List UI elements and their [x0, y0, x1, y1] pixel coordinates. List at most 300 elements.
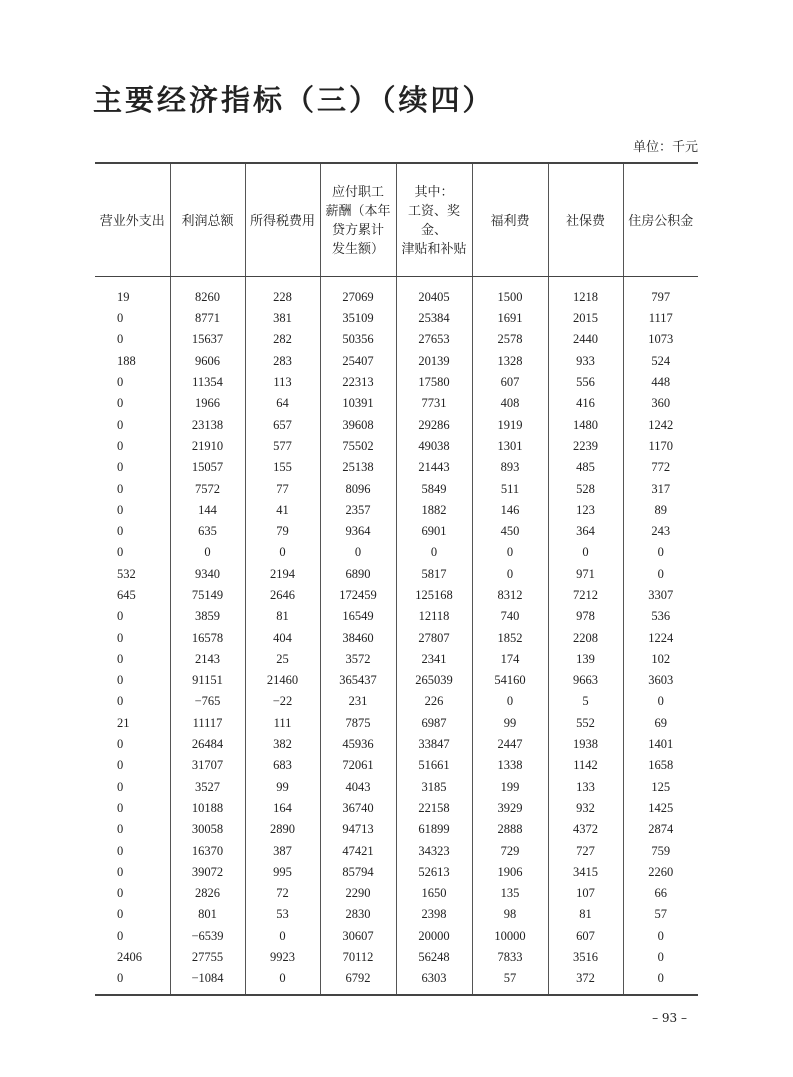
table-cell: 89 [623, 500, 698, 521]
table-cell: 0 [472, 542, 548, 563]
table-row [95, 713, 698, 734]
table-cell: 6792 [320, 968, 396, 994]
table-cell: 657 [245, 414, 320, 435]
column-header: 利润总额 [170, 163, 245, 277]
table-cell: 27807 [396, 627, 472, 648]
table-cell: 79 [245, 521, 320, 542]
table-cell: 8771 [170, 308, 245, 329]
table-cell: 41 [245, 500, 320, 521]
table-cell: 3603 [623, 670, 698, 691]
table-cell: 30607 [320, 926, 396, 947]
table-cell: 759 [623, 840, 698, 861]
table-cell: 729 [472, 840, 548, 861]
table-cell: 64 [245, 393, 320, 414]
table-cell: 2646 [245, 585, 320, 606]
table-cell: 0 [623, 564, 698, 585]
table-cell: 3527 [170, 777, 245, 798]
table-cell: 2830 [320, 904, 396, 925]
table-cell: 0 [117, 673, 124, 688]
table-row [95, 521, 698, 542]
table-cell: 0 [117, 417, 124, 432]
table-cell: 0 [117, 694, 124, 709]
table-cell: 20405 [396, 277, 472, 309]
table-cell: 139 [548, 649, 623, 670]
table-cell: 164 [245, 798, 320, 819]
table-cell: 45936 [320, 734, 396, 755]
table-cell: 16549 [320, 606, 396, 627]
table-cell: 2578 [472, 329, 548, 350]
table-cell: 125168 [396, 585, 472, 606]
table-cell: 2194 [245, 564, 320, 585]
table-cell: 2208 [548, 627, 623, 648]
table-row [95, 627, 698, 648]
table-cell: 172459 [320, 585, 396, 606]
table-cell: 1242 [623, 414, 698, 435]
table-cell: 0 [117, 438, 124, 453]
table-cell: 113 [245, 372, 320, 393]
indicators-table [95, 162, 698, 996]
column-header: 住房公积金 [623, 163, 698, 277]
table-cell: 133 [548, 777, 623, 798]
table-cell: 22313 [320, 372, 396, 393]
column-header: 福利费 [472, 163, 548, 277]
table-cell: 9663 [548, 670, 623, 691]
table-cell: 0 [623, 947, 698, 968]
table-cell: 27653 [396, 329, 472, 350]
column-header: 社保费 [548, 163, 623, 277]
table-cell: 21 [117, 715, 130, 730]
table-row [95, 968, 698, 994]
table-cell: 0 [117, 928, 124, 943]
table-cell: 35109 [320, 308, 396, 329]
table-cell: 53 [245, 904, 320, 925]
table-cell: 144 [170, 500, 245, 521]
table-row [95, 904, 698, 925]
table-row [95, 542, 698, 563]
table-cell: 7572 [170, 478, 245, 499]
table-cell: 2357 [320, 500, 396, 521]
table-cell: 54160 [472, 670, 548, 691]
table-cell: 2143 [170, 649, 245, 670]
table-cell: 1938 [548, 734, 623, 755]
table-cell: 91151 [170, 670, 245, 691]
table-cell: 524 [623, 351, 698, 372]
table-cell: 49038 [396, 436, 472, 457]
table-cell: 0 [245, 542, 320, 563]
table-cell: −765 [170, 691, 245, 712]
table-cell: 51661 [396, 755, 472, 776]
table-row [95, 883, 698, 904]
table-cell: 72 [245, 883, 320, 904]
table-cell: 99 [245, 777, 320, 798]
table-cell: 81 [548, 904, 623, 925]
table-cell: 978 [548, 606, 623, 627]
table-cell: 485 [548, 457, 623, 478]
table-cell: 893 [472, 457, 548, 478]
table-cell: 57 [472, 968, 548, 994]
table-cell: 0 [623, 968, 698, 994]
table-cell: 23138 [170, 414, 245, 435]
table-cell: 39608 [320, 414, 396, 435]
table-cell: 0 [117, 907, 124, 922]
table-cell: 532 [117, 566, 136, 581]
table-cell: 226 [396, 691, 472, 712]
table-cell: −22 [245, 691, 320, 712]
table-cell: 2826 [170, 883, 245, 904]
table-row [95, 436, 698, 457]
table-cell: 3415 [548, 862, 623, 883]
column-header: 应付职工 薪酬（本年 贷方累计 发生额） [320, 163, 396, 277]
table-cell: 364 [548, 521, 623, 542]
table-cell: 1425 [623, 798, 698, 819]
table-cell: 0 [117, 843, 124, 858]
table-cell: 111 [245, 713, 320, 734]
table-cell: 577 [245, 436, 320, 457]
table-cell: 0 [117, 481, 124, 496]
table-cell: 0 [396, 542, 472, 563]
table-cell: 360 [623, 393, 698, 414]
table-cell: 0 [170, 542, 245, 563]
table-cell: 0 [117, 651, 124, 666]
table-cell: 26484 [170, 734, 245, 755]
table-row [95, 755, 698, 776]
table-cell: 228 [245, 277, 320, 309]
table-cell: 102 [623, 649, 698, 670]
table-cell: 3572 [320, 649, 396, 670]
table-cell: 22158 [396, 798, 472, 819]
table-cell: 12118 [396, 606, 472, 627]
table-cell: 27069 [320, 277, 396, 309]
table-cell: 1117 [623, 308, 698, 329]
table-row [95, 351, 698, 372]
table-cell: 971 [548, 564, 623, 585]
column-header: 所得税费用 [245, 163, 320, 277]
table-cell: 1650 [396, 883, 472, 904]
table-cell: 0 [117, 779, 124, 794]
table-cell: 52613 [396, 862, 472, 883]
table-cell: 9606 [170, 351, 245, 372]
table-cell: 7731 [396, 393, 472, 414]
table-row [95, 862, 698, 883]
table-cell: 645 [117, 588, 136, 602]
table-cell: 265039 [396, 670, 472, 691]
table-row [95, 277, 698, 309]
table-cell: 1919 [472, 414, 548, 435]
table-cell: 231 [320, 691, 396, 712]
table-cell: 7833 [472, 947, 548, 968]
table-cell: 1170 [623, 436, 698, 457]
table-cell: 0 [472, 564, 548, 585]
table-cell: 365437 [320, 670, 396, 691]
table-cell: 243 [623, 521, 698, 542]
table-cell: 11117 [170, 713, 245, 734]
table-cell: 0 [117, 524, 124, 539]
table-cell: 3185 [396, 777, 472, 798]
table-cell: 3307 [623, 585, 698, 606]
table-cell: 1142 [548, 755, 623, 776]
table-cell: 2440 [548, 329, 623, 350]
table-cell: 2290 [320, 883, 396, 904]
table-cell: 283 [245, 351, 320, 372]
table-cell: 607 [472, 372, 548, 393]
table-cell: 635 [170, 521, 245, 542]
table-cell: 1966 [170, 393, 245, 414]
table-cell: 797 [623, 277, 698, 309]
table-cell: 2015 [548, 308, 623, 329]
table-cell: 0 [117, 502, 124, 517]
table-cell: 2447 [472, 734, 548, 755]
table-cell: 4043 [320, 777, 396, 798]
table-cell: 0 [117, 311, 124, 326]
table-cell: 27755 [170, 947, 245, 968]
table-cell: 933 [548, 351, 623, 372]
table-cell: 10188 [170, 798, 245, 819]
table-cell: 20139 [396, 351, 472, 372]
table-cell: 0 [623, 542, 698, 563]
table-cell: 6987 [396, 713, 472, 734]
table-cell: 8260 [170, 277, 245, 309]
table-cell: 25 [245, 649, 320, 670]
table-cell: 29286 [396, 414, 472, 435]
table-cell: 317 [623, 478, 698, 499]
table-cell: 1218 [548, 277, 623, 309]
table-cell: 15057 [170, 457, 245, 478]
table-cell: 36740 [320, 798, 396, 819]
table-cell: 1852 [472, 627, 548, 648]
table-cell: 11354 [170, 372, 245, 393]
table-cell: 61899 [396, 819, 472, 840]
table-cell: 39072 [170, 862, 245, 883]
table-cell: 0 [117, 630, 124, 645]
table-row [95, 372, 698, 393]
table-body [95, 277, 698, 995]
table-cell: 5849 [396, 478, 472, 499]
table-row [95, 585, 698, 606]
table-row [95, 734, 698, 755]
table-cell: 123 [548, 500, 623, 521]
table-cell: 8312 [472, 585, 548, 606]
table-cell: 10391 [320, 393, 396, 414]
table-row [95, 819, 698, 840]
table-cell: 155 [245, 457, 320, 478]
table-cell: −1084 [170, 968, 245, 994]
table-cell: 31707 [170, 755, 245, 776]
page-number: – 93 – [652, 1011, 687, 1025]
table-cell: 528 [548, 478, 623, 499]
table-cell: 404 [245, 627, 320, 648]
table-cell: 3516 [548, 947, 623, 968]
table-cell: 0 [117, 396, 124, 411]
table-cell: 0 [117, 758, 124, 773]
table-cell: 99 [472, 713, 548, 734]
table-cell: 85794 [320, 862, 396, 883]
table-cell: 25384 [396, 308, 472, 329]
table-cell: 125 [623, 777, 698, 798]
table-cell: 772 [623, 457, 698, 478]
table-cell: 740 [472, 606, 548, 627]
table-row [95, 564, 698, 585]
table-cell: 2888 [472, 819, 548, 840]
table-cell: 8096 [320, 478, 396, 499]
table-cell: 387 [245, 840, 320, 861]
table-cell: 1882 [396, 500, 472, 521]
table-row [95, 478, 698, 499]
table-cell: 16370 [170, 840, 245, 861]
table-cell: 5817 [396, 564, 472, 585]
table-cell: 15637 [170, 329, 245, 350]
table-cell: 34323 [396, 840, 472, 861]
table-row [95, 606, 698, 627]
table-cell: 2406 [117, 950, 142, 965]
table-cell: 5 [548, 691, 623, 712]
header-row [95, 163, 698, 277]
table-cell: 3929 [472, 798, 548, 819]
table-cell: 21443 [396, 457, 472, 478]
table-cell: 801 [170, 904, 245, 925]
table-cell: 552 [548, 713, 623, 734]
table-row [95, 457, 698, 478]
table-cell: 9364 [320, 521, 396, 542]
table-cell: 0 [117, 375, 124, 390]
table-cell: 1401 [623, 734, 698, 755]
table-cell: 38460 [320, 627, 396, 648]
table-cell: 7875 [320, 713, 396, 734]
table-cell: 174 [472, 649, 548, 670]
table-cell: 6901 [396, 521, 472, 542]
table-cell: 0 [117, 886, 124, 901]
table-cell: 57 [623, 904, 698, 925]
table-row [95, 329, 698, 350]
table-row [95, 777, 698, 798]
table-cell: 932 [548, 798, 623, 819]
table-cell: 2341 [396, 649, 472, 670]
table-cell: 0 [117, 737, 124, 752]
table-cell: 94713 [320, 819, 396, 840]
table-cell: 6890 [320, 564, 396, 585]
table-cell: 0 [245, 926, 320, 947]
table-cell: 0 [117, 609, 124, 624]
table-cell: 0 [472, 691, 548, 712]
table-cell: 0 [623, 926, 698, 947]
table-cell: 16578 [170, 627, 245, 648]
table-cell: 188 [117, 353, 136, 368]
table-cell: 536 [623, 606, 698, 627]
table-cell: 25138 [320, 457, 396, 478]
table-cell: 556 [548, 372, 623, 393]
table-cell: 0 [245, 968, 320, 994]
table-cell: 408 [472, 393, 548, 414]
table-cell: 47421 [320, 840, 396, 861]
table-cell: 72061 [320, 755, 396, 776]
table-row [95, 947, 698, 968]
table-cell: 0 [117, 864, 124, 879]
table-cell: 70112 [320, 947, 396, 968]
table-cell: 9923 [245, 947, 320, 968]
table-row [95, 393, 698, 414]
table-cell: 0 [117, 822, 124, 837]
table-cell: 7212 [548, 585, 623, 606]
table-cell: 0 [548, 542, 623, 563]
table-cell: 416 [548, 393, 623, 414]
table-row [95, 670, 698, 691]
table-cell: 0 [117, 332, 124, 347]
table-cell: 1338 [472, 755, 548, 776]
table-cell: 282 [245, 329, 320, 350]
table-cell: 98 [472, 904, 548, 925]
table-cell: −6539 [170, 926, 245, 947]
table-row [95, 926, 698, 947]
table-cell: 511 [472, 478, 548, 499]
table-cell: 1691 [472, 308, 548, 329]
table-cell: 33847 [396, 734, 472, 755]
table-row [95, 798, 698, 819]
table-cell: 381 [245, 308, 320, 329]
table-cell: 56248 [396, 947, 472, 968]
table-cell: 20000 [396, 926, 472, 947]
table-cell: 727 [548, 840, 623, 861]
table-cell: 1658 [623, 755, 698, 776]
table-cell: 683 [245, 755, 320, 776]
table-cell: 17580 [396, 372, 472, 393]
table-cell: 448 [623, 372, 698, 393]
table-cell: 25407 [320, 351, 396, 372]
table-cell: 2890 [245, 819, 320, 840]
table-cell: 1328 [472, 351, 548, 372]
table-cell: 2239 [548, 436, 623, 457]
table-cell: 1073 [623, 329, 698, 350]
table-cell: 81 [245, 606, 320, 627]
table-cell: 1301 [472, 436, 548, 457]
table-row [95, 649, 698, 670]
table-row [95, 840, 698, 861]
table-cell: 1224 [623, 627, 698, 648]
table-cell: 30058 [170, 819, 245, 840]
table-cell: 1500 [472, 277, 548, 309]
table-row [95, 414, 698, 435]
table-cell: 3859 [170, 606, 245, 627]
table-row [95, 308, 698, 329]
table-cell: 75149 [170, 585, 245, 606]
table-cell: 1480 [548, 414, 623, 435]
table-cell: 50356 [320, 329, 396, 350]
page-title: 主要经济指标（三）（续四） [93, 83, 495, 117]
table-cell: 0 [117, 800, 124, 815]
column-header: 其中： 工资、奖金、 津贴和补贴 [396, 163, 472, 277]
table-cell: 2398 [396, 904, 472, 925]
table-cell: 77 [245, 478, 320, 499]
table-cell: 450 [472, 521, 548, 542]
table-cell: 372 [548, 968, 623, 994]
table-cell: 66 [623, 883, 698, 904]
table-cell: 21910 [170, 436, 245, 457]
table-cell: 1906 [472, 862, 548, 883]
table-cell: 6303 [396, 968, 472, 994]
table-row [95, 500, 698, 521]
table-cell: 0 [95, 968, 170, 994]
table-cell: 382 [245, 734, 320, 755]
unit-label: 单位：千元 [632, 140, 698, 155]
table-cell: 9340 [170, 564, 245, 585]
table-cell: 75502 [320, 436, 396, 457]
column-header: 营业外支出 [95, 163, 170, 277]
table-cell: 2874 [623, 819, 698, 840]
table-cell: 4372 [548, 819, 623, 840]
table-cell: 995 [245, 862, 320, 883]
table-cell: 0 [117, 545, 124, 560]
table-header [95, 163, 698, 277]
table-cell: 107 [548, 883, 623, 904]
table-cell: 146 [472, 500, 548, 521]
